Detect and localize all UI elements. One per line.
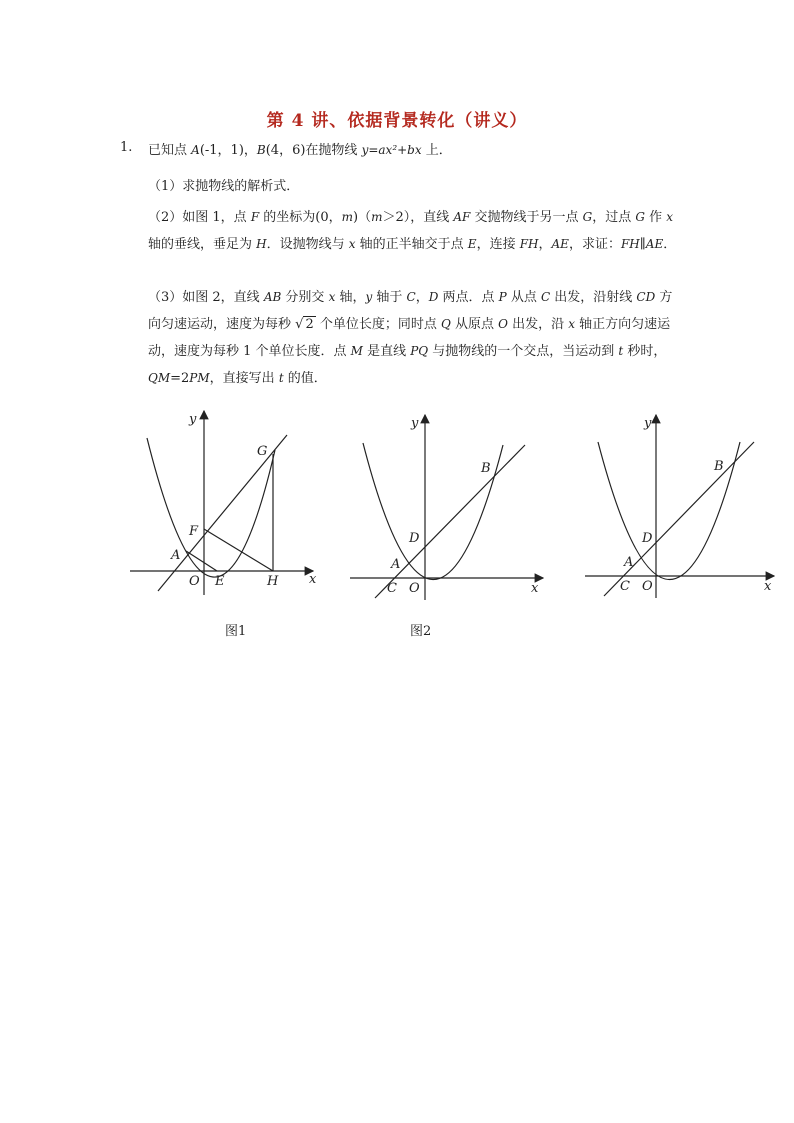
label-o: O xyxy=(409,581,420,596)
label-a: A xyxy=(391,557,401,572)
figure-3-graph xyxy=(582,412,782,602)
line-ab xyxy=(375,445,525,598)
label-c: C xyxy=(620,579,630,594)
label-e: E xyxy=(215,574,225,589)
parabola xyxy=(147,438,275,577)
figure-2-graph xyxy=(345,410,550,600)
label-y: y xyxy=(644,416,652,431)
label-y: y xyxy=(411,416,419,431)
label-g: G xyxy=(257,444,268,459)
part-3: （3）如图 2，直线 AB 分别交 x 轴，y 轴于 C，D 两点．点 P 从点 C 出发，沿射线 CD 方向匀速运动，速度为每秒 √ 2 个单位长度；同时点 Q 从原点 O 出发，沿 x 轴正方向匀速运动，速度为每秒 1 个单位长度．点 M 是直线 PQ 与抛物线的一个交点，当运动到 t 秒时，QM=2PM，直接写出 t 的值． xyxy=(148,290,673,386)
segment-ae xyxy=(186,551,217,571)
question-number: 1. xyxy=(120,140,133,155)
page-title: 第 4 讲、依据背景转化（讲义） xyxy=(266,111,528,131)
label-x: x xyxy=(531,581,539,596)
label-d: D xyxy=(642,531,653,546)
label-x: x xyxy=(764,579,772,594)
label-a: A xyxy=(624,555,634,570)
figure-1 xyxy=(125,405,325,600)
segment-fh xyxy=(204,529,273,571)
label-o: O xyxy=(642,579,653,594)
figure-1-graph xyxy=(125,405,325,600)
label-o: O xyxy=(189,574,200,589)
sqrt-symbol: √ 2 xyxy=(295,317,314,332)
label-y: y xyxy=(189,412,197,427)
label-x: x xyxy=(309,572,317,587)
figure-2 xyxy=(345,410,550,600)
line-ab xyxy=(604,442,754,596)
part-2: （2）如图 1，点 F 的坐标为(0，m)（m＞2），直线 AF 交抛物线于另一点 G，过点 G 作 x 轴的垂线，垂足为 H．设抛物线与 x 轴的正半轴交于点 E，连接 FH，AE，求证：FH∥AE． xyxy=(148,210,677,252)
label-f: F xyxy=(189,524,199,539)
label-b: B xyxy=(714,459,724,474)
question-stem: 已知点 A(-1，1)，B(4，6)在抛物线 y=ax²+bx 上． xyxy=(148,143,452,158)
label-c: C xyxy=(387,581,397,596)
figure-1-caption: 图1 xyxy=(225,624,247,639)
figure-2-caption: 图2 xyxy=(410,624,432,639)
label-d: D xyxy=(409,531,420,546)
part-1: （1）求抛物线的解析式． xyxy=(148,179,300,194)
label-b: B xyxy=(481,461,491,476)
figure-3 xyxy=(582,412,782,602)
label-a: A xyxy=(171,548,181,563)
label-h: H xyxy=(267,574,279,589)
